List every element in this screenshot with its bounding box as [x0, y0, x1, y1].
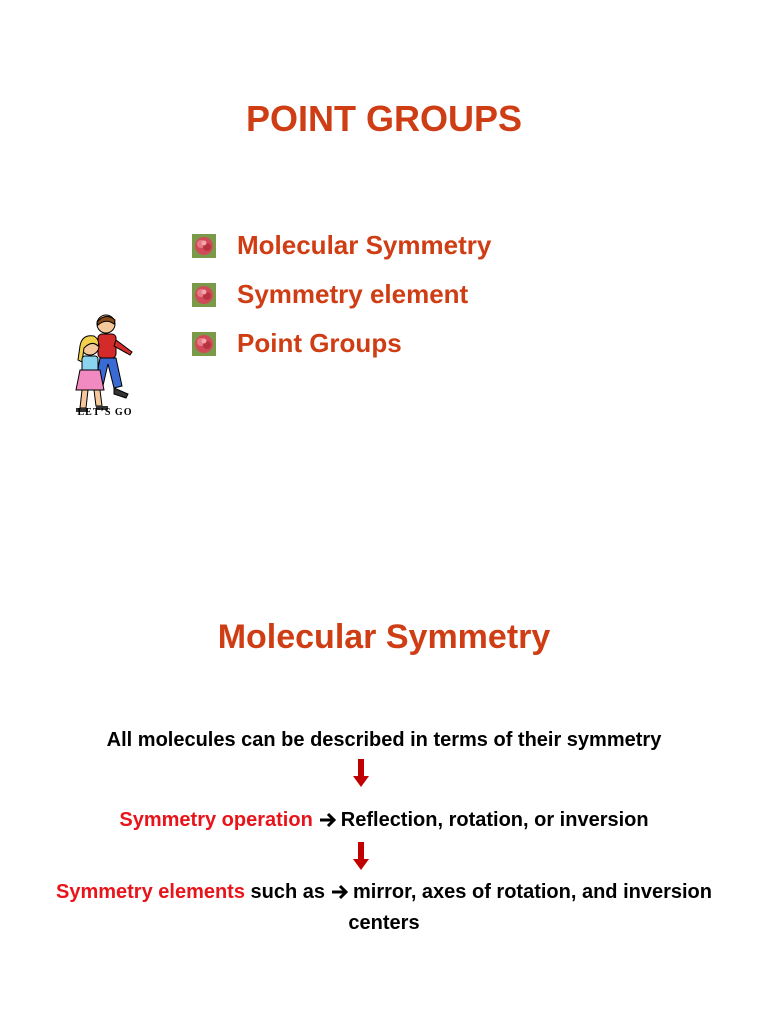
down-arrow-icon: [351, 759, 371, 789]
rose-bullet-icon: [192, 234, 216, 258]
bullet-list: [192, 221, 491, 368]
right-arrow-icon: [331, 884, 349, 900]
down-arrow-icon: [351, 842, 371, 872]
elements-line: [0, 881, 768, 904]
elements-description: mirror, axes of rotation, and inversion: [353, 881, 712, 903]
bullet-label: Point Groups: [237, 328, 402, 358]
operation-highlight: Symmetry operation: [119, 809, 313, 831]
statement-line: All molecules can be described in terms of their symmetry: [106, 729, 662, 751]
slide-title: POINT GROUPS: [245, 98, 523, 139]
slide-molecular-symmetry: [0, 512, 768, 1024]
operation-line: [0, 809, 768, 832]
bullet-item: [192, 270, 491, 319]
elements-continuation: centers: [348, 912, 420, 934]
right-arrow-icon: [319, 812, 337, 828]
elements-connector: such as: [250, 881, 326, 903]
bullet-label: Symmetry element: [237, 279, 469, 309]
slide-title: Molecular Symmetry: [217, 618, 551, 656]
rose-bullet-icon: [192, 283, 216, 307]
rose-bullet-icon: [192, 332, 216, 356]
bullet-item: [192, 221, 491, 270]
bullet-label: Molecular Symmetry: [237, 230, 492, 260]
elements-highlight: Symmetry elements: [55, 881, 245, 903]
clipart-caption: LET’S GO: [77, 407, 133, 418]
bullet-item: [192, 319, 491, 368]
operation-description: Reflection, rotation, or inversion: [340, 809, 649, 831]
